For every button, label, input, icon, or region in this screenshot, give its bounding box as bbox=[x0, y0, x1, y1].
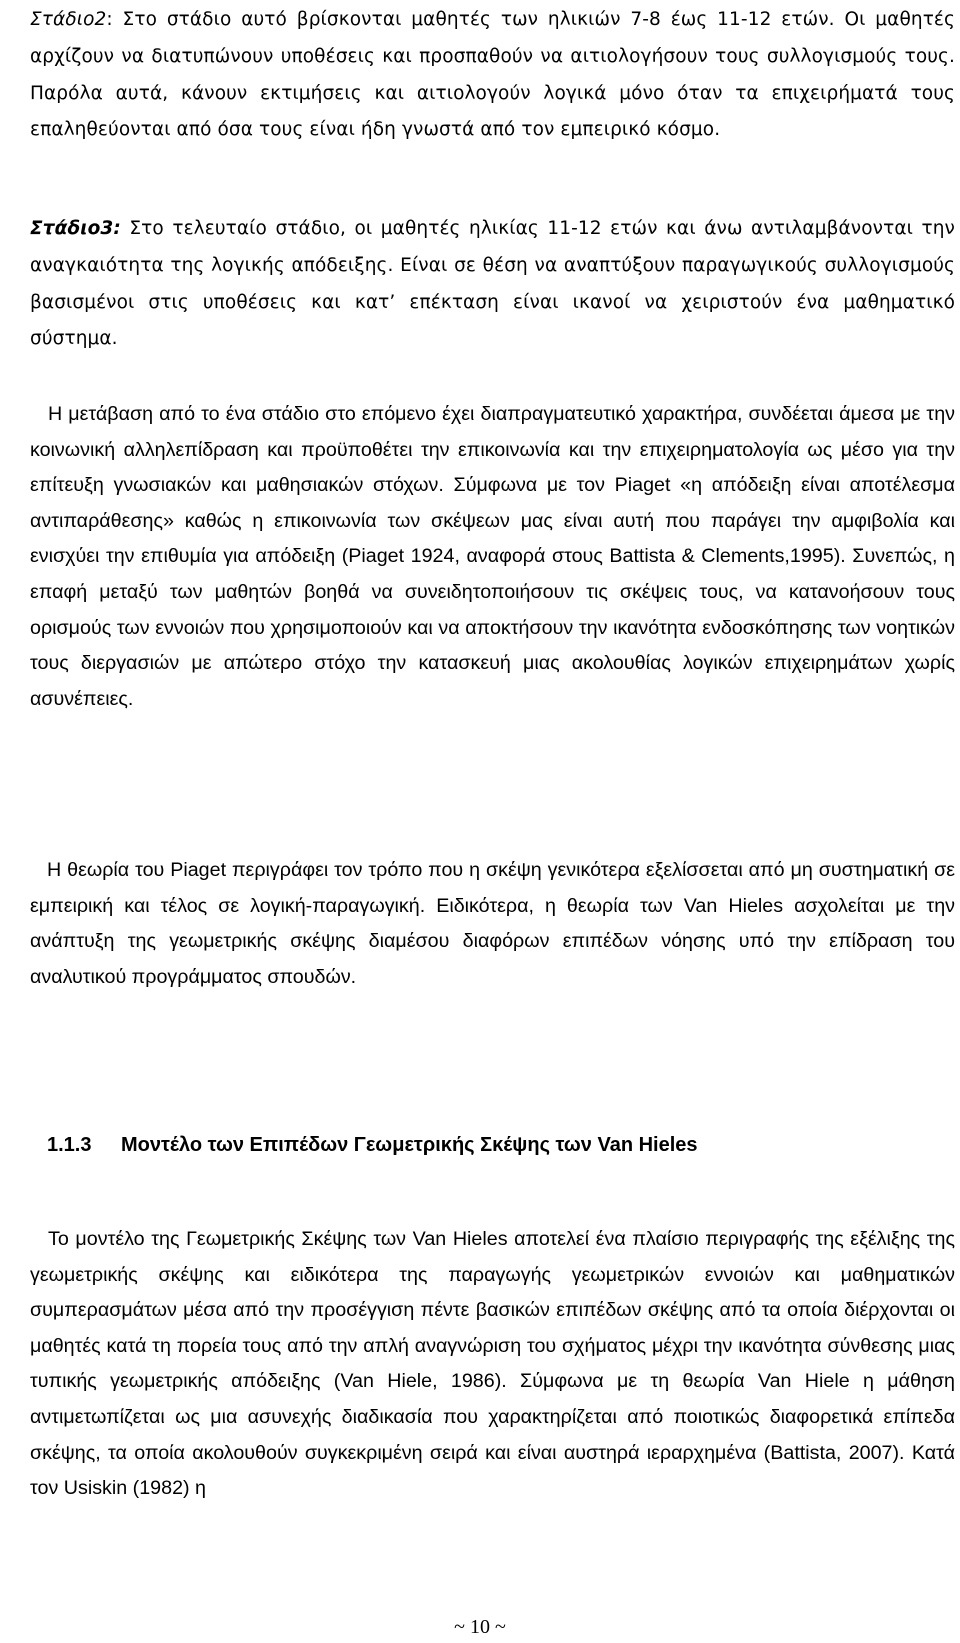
stage3-text: Στο τελευταίο στάδιο, οι μαθητές ηλικίας 11-12 ετών και άνω αντιλαμβάνονται την αναγκαιότητα της λογικής απόδειξης. Είναι σε θέση να αναπτύξουν παραγωγικούς συλλογισμούς βασισμένοι στις υποθέσεις και κατ’ επέκταση είναι ικανοί να χειριστούν ένα μαθηματικό σύστημα. bbox=[30, 218, 955, 350]
stage2-text: : Στο στάδιο αυτό βρίσκονται μαθητές των ηλικιών 7-8 έως 11-12 ετών. Οι μαθητές αρχίζουν να διατυπώνουν υποθέσεις και προσπαθούν να αιτιολογήσουν τους συλλογισμούς τους. Παρόλα αυτά, κάνουν εκτιμήσεις και αιτιολογούν λογικά μόνο όταν τα επιχειρήματά τους επαληθεύονται από όσα τους είναι ήδη γνωστά από τον εμπειρικό κόσμο. bbox=[30, 9, 955, 141]
piaget-paragraph: Η θεωρία του Piaget περιγράφει τον τρόπο που η σκέψη γενικότερα εξελίσσεται από μη συστηματική σε εμπειρική και τέλος σε λογική-παραγωγική. Ειδικότερα, η θεωρία των Van Hieles ασχολείται με την ανάπτυξη της γεωμετρικής σκέψης διαμέσου διαφόρων επιπέδων νόησης υπό την επίδραση του αναλυτικού προγράμματος σπουδών. bbox=[30, 859, 955, 988]
page-number: ~ 10 ~ bbox=[454, 1616, 506, 1638]
model-paragraph: Το μοντέλο της Γεωμετρικής Σκέψης των Van Hieles αποτελεί ένα πλαίσιο περιγραφής της εξέλιξης της γεωμετρικής σκέψης και ειδικότερα της παραγωγής γεωμετρικών εννοιών και μαθηματικών συμπερασμάτων μέσα από την προσέγγιση πέντε βασικών επιπέδων σκέψης από τα οποία διέρχονται οι μαθητές κατά τη πορεία τους από την απλή αναγνώριση του σχήματος μέχρι την ικανότητα σύνθεσης μιας τυπικής γεωμετρικής απόδειξης (Van Hiele, 1986). Σύμφωνα με τη θεωρία Van Hiele η μάθηση αντιμετωπίζεται ως μια ασυνεχής διαδικασία που χαρακτηρίζεται από ποιοτικώς διαφορετικά επίπεδα σκέψης, τα οποία ακολουθούν συγκεκριμένη σειρά και είναι αυστηρά ιεραρχημένα (Battista, 2007). Κατά τον Usiskin (1982) η bbox=[30, 1228, 955, 1500]
section-number: 1.1.3 bbox=[47, 1134, 92, 1156]
stage3-paragraph bbox=[30, 211, 955, 358]
section-title: Μοντέλο των Επιπέδων Γεωμετρικής Σκέψης των Van Hieles bbox=[121, 1134, 698, 1156]
stage3-label: Στάδιο3: bbox=[30, 218, 121, 239]
stage2-label: Στάδιο2 bbox=[30, 9, 107, 30]
stage2-paragraph bbox=[30, 2, 955, 149]
transition-paragraph: Η μετάβαση από το ένα στάδιο στο επόμενο έχει διαπραγματευτικό χαρακτήρα, συνδέεται άμεσα με την κοινωνική αλληλεπίδραση και προϋποθέτει την επικοινωνία και την επιχειρηματολογία ως μέσο για την επίτευξη γνωσιακών και μαθησιακών στόχων. Σύμφωνα με τον Piaget «η απόδειξη είναι αποτέλεσμα αντιπαράθεσης» καθώς η επικοινωνία των σκέψεων μας είναι αυτή που παράγει την αμφιβολία και ενισχύει την επιθυμία για απόδειξη (Piaget 1924, αναφορά στους Battista & Clements,1995). Συνεπώς, η επαφή μεταξύ των μαθητών βοηθά να συνειδητοποιήσουν τις σκέψεις τους, να κατανοήσουν τους ορισμούς των εννοιών που χρησιμοποιούν και να αποκτήσουν την ικανότητα ενδοσκόπησης των νοητικών τους διεργασιών με απώτερο στόχο την κατασκευή μιας ακολουθίας λογικών επιχειρημάτων χωρίς ασυνέπειες. bbox=[30, 403, 955, 710]
section-heading bbox=[47, 1131, 698, 1159]
